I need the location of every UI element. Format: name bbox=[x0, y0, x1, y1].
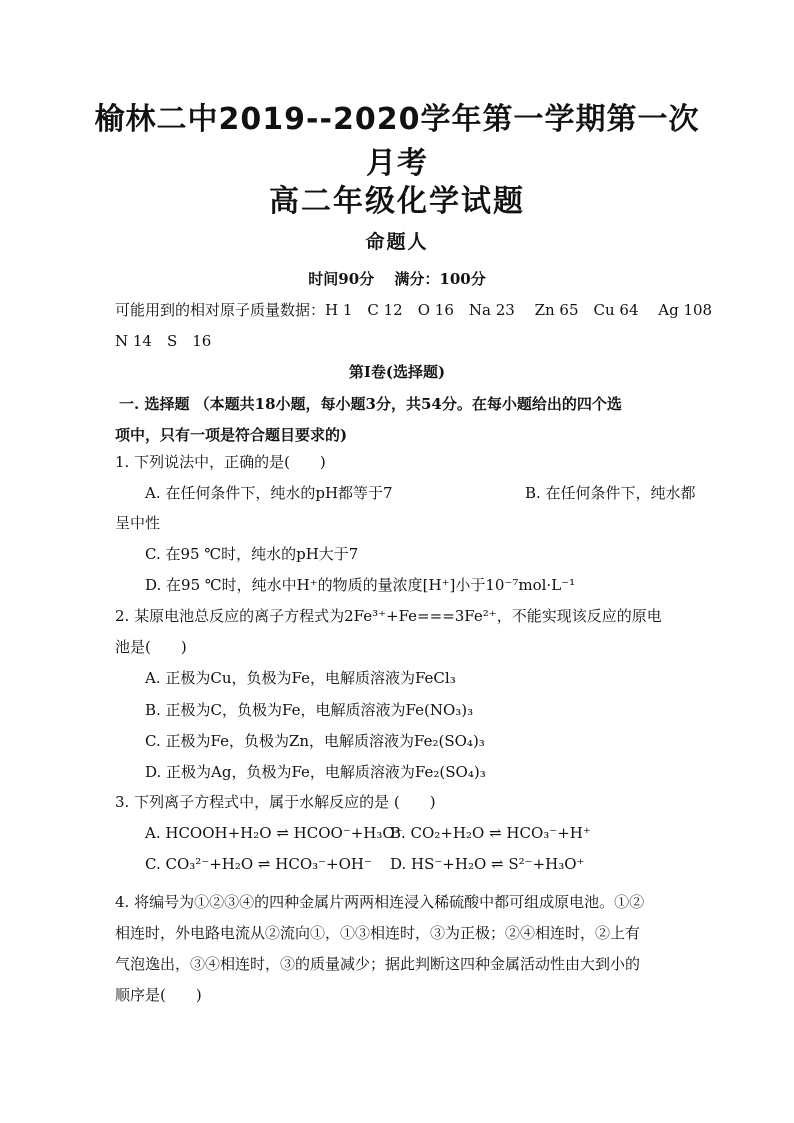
q2-option-d: D. 正极为Ag，负极为Fe，电解质溶液为Fe₂(SO₄)₃ bbox=[145, 763, 486, 781]
q2-option-b: B. 正极为C，负极为Fe，电解质溶液为Fe(NO₃)₃ bbox=[145, 701, 474, 719]
q2-option-a: A. 正极为Cu，负极为Fe，电解质溶液为FeCl₃ bbox=[145, 669, 456, 687]
q2-stem-line1: 2. 某原电池总反应的离子方程式为2Fe³⁺+Fe===3Fe²⁺，不能实现该反应的原电 bbox=[115, 607, 662, 625]
atomic-masses-line2: N 14 S 16 bbox=[115, 332, 212, 350]
exam-subtitle: 高二年级化学试题 bbox=[269, 184, 525, 219]
exam-title bbox=[60, 98, 734, 186]
q1-option-row bbox=[145, 482, 745, 504]
q4-line4: 顺序是( ) bbox=[115, 986, 202, 1004]
q4-line1: 4. 将编号为①②③④的四种金属片两两相连浸入稀硫酸中都可组成原电池。①② bbox=[115, 893, 645, 911]
section-heading: 第Ⅰ卷(选择题) bbox=[348, 363, 446, 381]
q1-option-c: C. 在95 ℃时，纯水的pH大于7 bbox=[145, 545, 359, 563]
exam-title-line1: 榆林二中2019--2020学年第一学期第一次 bbox=[94, 102, 700, 137]
section-instructions-line2: 项中，只有一项是符合题目要求的) bbox=[115, 426, 348, 444]
exam-title-line2: 月考 bbox=[366, 146, 428, 181]
q2-stem-line2: 池是( ) bbox=[115, 638, 187, 656]
q3-option-row1 bbox=[145, 822, 745, 844]
q1-option-a: A. 在任何条件下，纯水的pH都等于7 bbox=[145, 484, 393, 502]
author-label: 命题人 bbox=[365, 231, 429, 253]
q3-option-b: B. CO₂+H₂O ⇌ HCO₃⁻+H⁺ bbox=[390, 824, 591, 842]
q3-option-c: C. CO₃²⁻+H₂O ⇌ HCO₃⁻+OH⁻ bbox=[145, 855, 372, 873]
atomic-masses-line1: 可能用到的相对原子质量数据：H 1 C 12 O 16 Na 23 Zn 65 Cu 64 Ag 108 bbox=[115, 301, 713, 319]
q3-option-d: D. HS⁻+H₂O ⇌ S²⁻+H₃O⁺ bbox=[390, 855, 585, 873]
q1-option-d: D. 在95 ℃时，纯水中H⁺的物质的量浓度[H⁺]小于10⁻⁷mol·L⁻¹ bbox=[145, 576, 576, 594]
q3-option-row2 bbox=[145, 853, 745, 875]
q4-line3: 气泡逸出，③④相连时，③的质量减少；据此判断这四种金属活动性由大到小的 bbox=[115, 955, 641, 973]
q2-option-c: C. 正极为Fe，负极为Zn，电解质溶液为Fe₂(SO₄)₃ bbox=[145, 732, 485, 750]
q3-stem: 3. 下列离子方程式中，属于水解反应的是 ( ) bbox=[115, 793, 436, 811]
time-score-info: 时间90分 满分：100分 bbox=[308, 270, 486, 288]
q1-stem: 1. 下列说法中，正确的是( ) bbox=[115, 453, 326, 471]
q1-option-b: B. 在任何条件下，纯水都 bbox=[525, 484, 696, 502]
q1-option-b-cont: 呈中性 bbox=[115, 514, 161, 532]
q4-line2: 相连时，外电路电流从②流向①，①③相连时，③为正极；②④相连时，②上有 bbox=[115, 924, 641, 942]
section-instructions-line1: 一. 选择题 （本题共18小题，每小题3分，共54分。在每小题给出的四个选 bbox=[119, 395, 622, 413]
q3-option-a: A. HCOOH+H₂O ⇌ HCOO⁻+H₃O⁺ bbox=[145, 824, 403, 842]
